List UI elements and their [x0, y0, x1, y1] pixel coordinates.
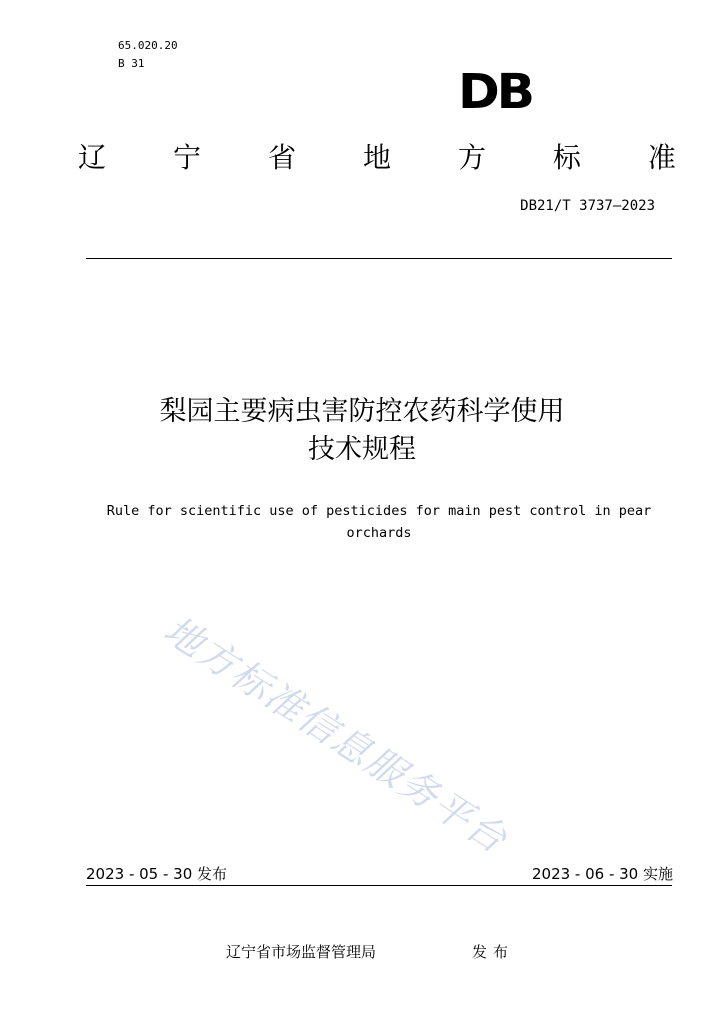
standard-type-char: 方 — [457, 141, 486, 174]
standard-type-char: 辽 — [78, 141, 107, 174]
standard-type-char: 地 — [362, 141, 391, 174]
top-divider — [86, 258, 672, 259]
standard-type-char: 标 — [552, 141, 581, 174]
issue-label: 发布 — [472, 943, 515, 961]
english-title: Rule for scientific use of pesticides for main pest control in pear orchards — [106, 503, 652, 541]
publisher: 辽宁省市场监督管理局 — [226, 943, 377, 961]
standard-type-title — [78, 140, 676, 176]
watermark: 地方标准信息服务平台 — [156, 607, 516, 863]
standard-type-char: 准 — [647, 141, 676, 174]
implement-date: 2023 - 06 - 30 实施 — [531, 865, 673, 883]
bottom-divider — [86, 885, 672, 886]
classification-codes — [118, 37, 178, 73]
chinese-title-line-1: 梨园主要病虫害防控农药科学使用 — [159, 396, 565, 427]
ics-code: 65.020.20 — [118, 39, 178, 52]
ccs-code: B 31 — [118, 57, 145, 70]
chinese-title-line-2: 技术规程 — [308, 434, 416, 465]
standard-type-char: 宁 — [172, 141, 201, 174]
standard-number: DB21/T 3737—2023 — [520, 198, 655, 214]
chinese-title — [0, 393, 724, 469]
publish-date: 2023 - 05 - 30 发布 — [86, 865, 228, 883]
db-logo: DB — [458, 64, 532, 120]
standard-type-char: 省 — [267, 141, 296, 174]
